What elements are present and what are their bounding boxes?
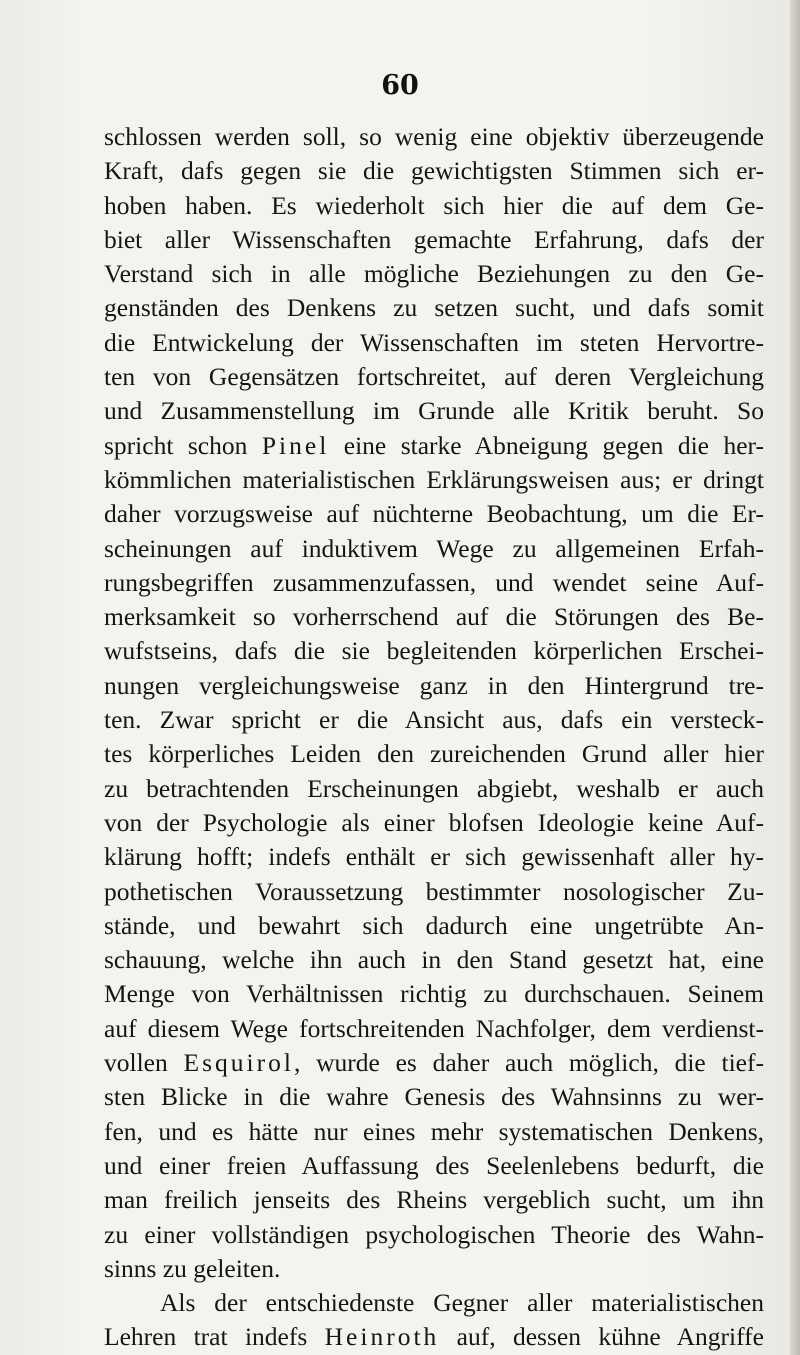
text-line: zu betrachtenden Erscheinungen abgiebt, weshalb er auch bbox=[104, 773, 764, 803]
text-line: Als der entschiedenste Gegner aller materialistischen bbox=[160, 1288, 764, 1318]
text-line: wufstseins, dafs die sie begleitenden körperlichen Erschei- bbox=[104, 636, 764, 666]
text-line: die Entwickelung der Wissenschaften im steten Hervortre- bbox=[104, 327, 764, 357]
spaced-name: Pinel bbox=[261, 430, 330, 460]
text-line: schauung, welche ihn auch in den Stand gesetzt hat, eine bbox=[104, 945, 764, 975]
text-line bbox=[104, 429, 764, 463]
text-line: nungen vergleichungsweise ganz in den Hintergrund tre- bbox=[104, 670, 764, 700]
text-line: ten von Gegensätzen fortschreitet, auf deren Vergleichung bbox=[104, 362, 764, 392]
text-segment: , wurde es daher auch möglich, die tief- bbox=[293, 1048, 764, 1078]
text-line: hoben haben. Es wiederholt sich hier die auf dem Ge- bbox=[104, 190, 764, 220]
text-line bbox=[104, 1320, 764, 1354]
spaced-name: Heinroth bbox=[324, 1322, 440, 1352]
text-line: stände, und bewahrt sich dadurch eine ungetrübte An- bbox=[104, 910, 764, 940]
text-line: und Zusammenstellung im Grunde alle Kritik beruht. So bbox=[104, 396, 764, 426]
text-line: scheinungen auf induktivem Wege zu allgemeinen Erfah- bbox=[104, 533, 764, 563]
text-segment: eine starke Abneigung gegen die her- bbox=[329, 430, 764, 460]
text-line: klärung hofft; indefs enthält er sich gewissenhaft aller hy- bbox=[104, 842, 764, 872]
text-segment: vollen bbox=[104, 1048, 184, 1078]
text-line: genständen des Denkens zu setzen sucht, und dafs somit bbox=[104, 293, 764, 323]
text-line: biet aller Wissenschaften gemachte Erfahrung, dafs der bbox=[104, 224, 764, 254]
text-line: rungsbegriffen zusammenzufassen, und wendet seine Auf- bbox=[104, 567, 764, 597]
spaced-name: Esquirol bbox=[183, 1048, 294, 1078]
text-line: sten Blicke in die wahre Genesis des Wahnsinns zu wer- bbox=[104, 1082, 764, 1112]
text-line: und einer freien Auffassung des Seelenlebens bedurft, die bbox=[104, 1150, 764, 1180]
text-line bbox=[104, 1046, 764, 1080]
text-line: kömmlichen materialistischen Erklärungsweisen aus; er dringt bbox=[104, 464, 764, 494]
page-edge-shadow bbox=[790, 0, 800, 1355]
text-line: auf diesem Wege fortschreitenden Nachfolger, dem verdienst- bbox=[104, 1013, 764, 1043]
text-segment: Lehren trat indefs bbox=[104, 1322, 325, 1352]
text-segment: auf, dessen kühne Angriffe bbox=[439, 1322, 764, 1352]
text-line: tes körperliches Leiden den zureichenden Grund aller hier bbox=[104, 739, 764, 769]
text-line: schlossen werden soll, so wenig eine objektiv überzeugende bbox=[104, 122, 764, 151]
text-line: daher vorzugsweise auf nüchterne Beobachtung, um die Er- bbox=[104, 499, 764, 529]
page-number: 60 bbox=[381, 70, 419, 101]
text-line: Verstand sich in alle mögliche Beziehungen zu den Ge- bbox=[104, 259, 764, 289]
text-line: zu einer vollständigen psychologischen Theorie des Wahn- bbox=[104, 1219, 764, 1249]
text-line: fen, und es hätte nur eines mehr systematischen Denkens, bbox=[104, 1116, 764, 1146]
text-line: Kraft, dafs gegen sie die gewichtigsten Stimmen sich er- bbox=[104, 156, 764, 186]
text-line: sinns zu geleiten. bbox=[104, 1253, 281, 1283]
body-text bbox=[104, 120, 764, 1355]
text-line: pothetischen Voraussetzung bestimmter nosologischer Zu- bbox=[104, 876, 764, 906]
text-line: merksamkeit so vorherrschend auf die Störungen des Be- bbox=[104, 602, 764, 632]
text-line: von der Psychologie als einer blofsen Ideologie keine Auf- bbox=[104, 807, 764, 837]
text-line: Menge von Verhältnissen richtig zu durchschauen. Seinem bbox=[104, 979, 764, 1009]
text-line: man freilich jenseits des Rheins vergeblich sucht, um ihn bbox=[104, 1185, 764, 1215]
text-line: ten. Zwar spricht er die Ansicht aus, dafs ein versteck- bbox=[104, 705, 764, 735]
text-segment: spricht schon bbox=[104, 430, 262, 460]
